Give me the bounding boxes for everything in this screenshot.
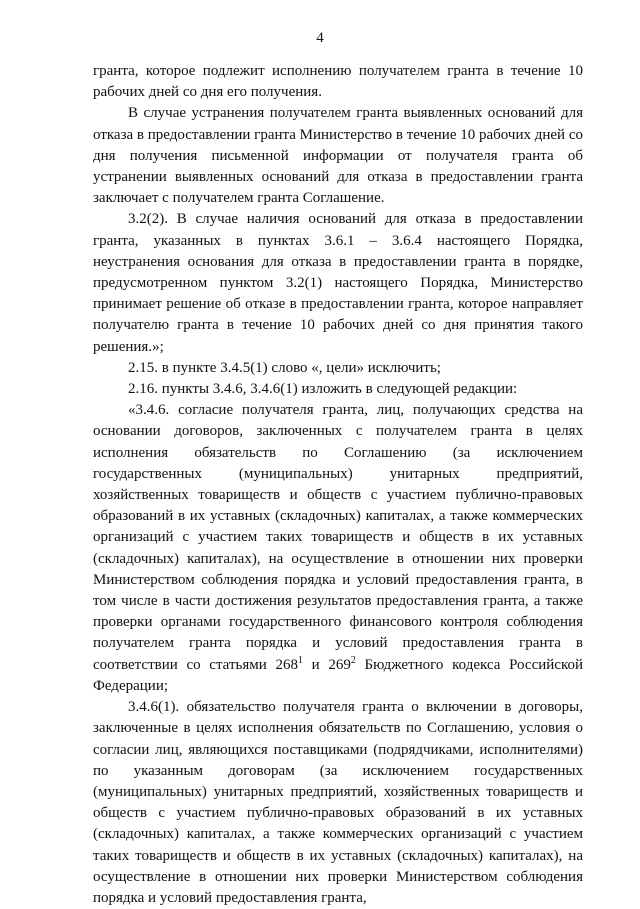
- document-body: [93, 61, 583, 909]
- page-number: 4: [316, 30, 324, 46]
- footnote-superscript-2: 2: [350, 654, 356, 666]
- paragraph-item-2-16: 2.16. пункты 3.4.6, 3.4.6(1) изложить в следующей редакции:: [128, 381, 518, 398]
- paragraph-clause-3-2-2: 3.2(2). В случае наличия оснований для отказа в предоставлении гранта, указанных в пунктах 3.6.1 – 3.6.4 настоящего Порядка, неустранения основания для отказа в предоставлении гранта в порядке, предусмотренном пунктом 3.2(1) настоящего Порядка, Министерство принимает решение об отказе в предоставлении гранта, которое направляет получателю гранта в течение 10 рабочих дней со дня принятия такого решения.»;: [93, 211, 583, 355]
- clause-3-4-6-text-mid: и 269: [302, 656, 351, 673]
- paragraph-clause-3-4-6: [93, 400, 583, 697]
- paragraph-elimination-of-grounds: В случае устранения получателем гранта выявленных оснований для отказа в предоставлении гранта Министерство в течение 10 рабочих дней со дня получения письменной информации от получателя гранта об устранении выявленных оснований для отказа в предоставлении гранта заключает с получателем гранта Соглашение.: [93, 105, 583, 207]
- footnote-superscript-1: 1: [297, 654, 303, 666]
- paragraph-item-2-15: 2.15. в пункте 3.4.5(1) слово «, цели» исключить;: [128, 359, 441, 376]
- clause-3-4-6-text-start: «3.4.6. согласие получателя гранта, лиц, получающих средства на основании договоров, заключенных с получателем гранта в целях исполнения обязательств по Соглашению (за исключением государственных (муниципальных) унитарных предприятий, хозяйственных товариществ и обществ с участием публично-правовых образований в их уставных (складочных) капиталах, а также коммерческих организаций с участием таких товариществ и обществ в их уставных (складочных) капиталах), на осуществление в отношении них проверки Министерством соблюдения порядка и условий предоставления гранта, в том числе в части достижения результатов предоставления гранта, а также проверки органами государственного финансового контроля соблюдения получателем гранта порядка и условий предоставления гранта в соответствии со статьями 268: [93, 402, 583, 673]
- paragraph-clause-3-4-6-1: 3.4.6(1). обязательство получателя гранта о включении в договоры, заключенные в целях исполнения обязательств по Соглашению, условия о согласии лиц, являющихся поставщиками (подрядчиками, исполнителями) по указанным договорам (за исключением государственных (муниципальных) унитарных предприятий, хозяйственных товариществ и обществ с участием публично-правовых образований в их уставных (складочных) капиталах, а также коммерческих организаций с участием таких товариществ и обществ в их уставных (складочных) капиталах), на осуществление в отношении них проверки Министерством соблюдения порядка и условий предоставления гранта,: [93, 699, 583, 906]
- paragraph-grant-deadline: гранта, которое подлежит исполнению получателем гранта в течение 10 рабочих дней со дня его получения.: [93, 63, 583, 101]
- clause-3-4-6-text-end: Бюджетного кодекса Российской Федерации;: [93, 656, 584, 694]
